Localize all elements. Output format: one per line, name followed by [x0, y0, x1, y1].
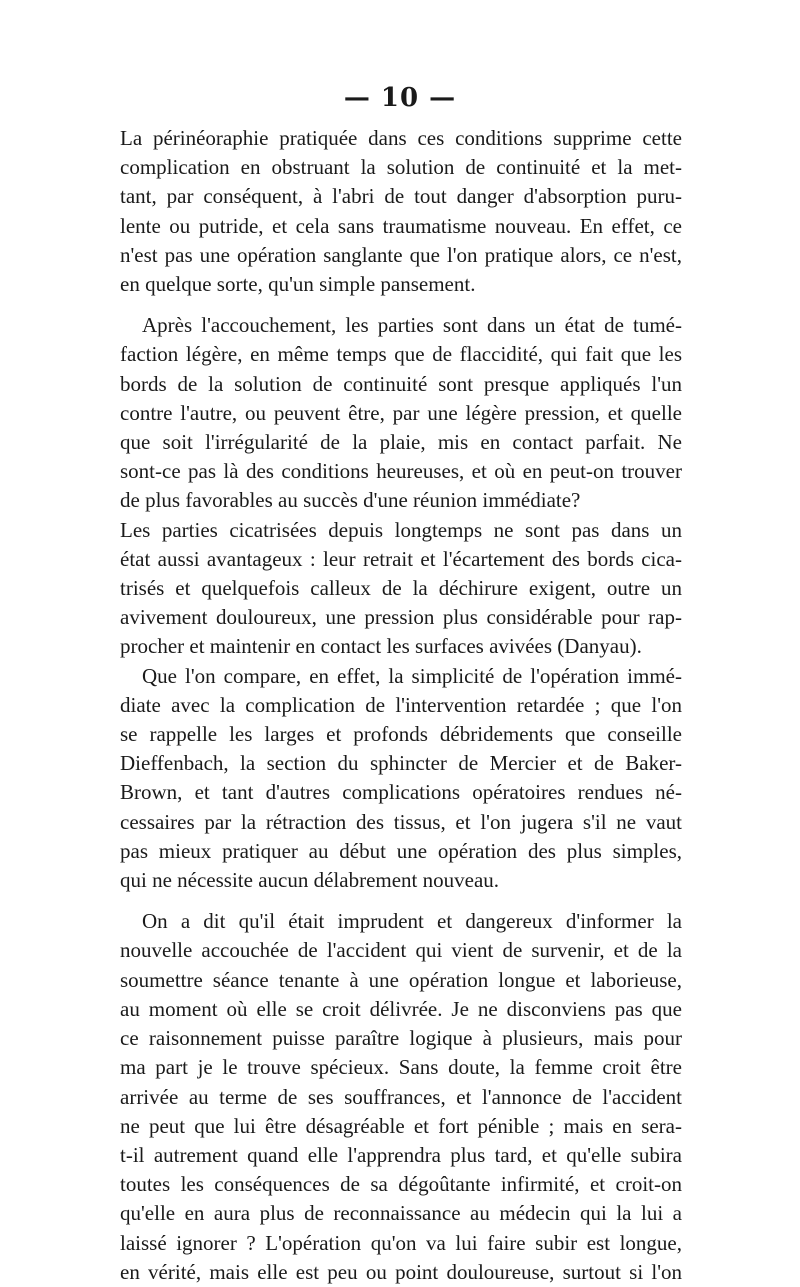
text-line: diate avec la complication de l'intervention retardée ; que l'on	[120, 692, 682, 717]
text-line: de plus favorables au succès d'une réunion immédiate?	[120, 488, 581, 513]
text-line: laissé ignorer ? L'opération qu'on va lui faire subir est longue,	[120, 1230, 682, 1255]
text-line: avivement douloureux, une pression plus considérable pour rap-	[120, 605, 682, 630]
text-line: Que l'on compare, en effet, la simplicité de l'opération immé-	[142, 663, 682, 688]
text-line: au moment où elle se croit délivrée. Je ne disconviens pas que	[120, 996, 682, 1021]
text-line: en vérité, mais elle est peu ou point douloureuse, surtout si l'on	[120, 1259, 682, 1284]
text-line: contre l'autre, ou peuvent être, par une légère pression, et quelle	[120, 400, 682, 425]
text-line: Après l'accouchement, les parties sont dans un état de tumé-	[142, 313, 682, 338]
text-line: ne peut que lui être désagréable et fort pénible ; mais en sera-	[120, 1113, 682, 1138]
paragraph	[120, 124, 682, 299]
text-line: lente ou putride, et cela sans traumatisme nouveau. En effet, ce	[120, 213, 682, 238]
text-line: ma part je le trouve spécieux. Sans doute, la femme croit être	[120, 1055, 682, 1080]
text-line: bords de la solution de continuité sont presque appliqués l'un	[120, 371, 682, 396]
text-line: faction légère, en même temps que de flaccidité, qui fait que les	[120, 342, 682, 367]
text-line: sont-ce pas là des conditions heureuses, et où en peut-on trouver	[120, 459, 682, 484]
text-line: qui ne nécessite aucun délabrement nouveau.	[120, 868, 500, 893]
text-line: Les parties cicatrisées depuis longtemps ne sont pas dans un	[120, 517, 682, 542]
paragraph	[120, 516, 682, 662]
text-line: complication en obstruant la solution de continuité et la met-	[120, 155, 682, 180]
page-number: — 10 —	[343, 83, 457, 113]
text-line: On a dit qu'il était imprudent et dangereux d'informer la	[142, 909, 682, 934]
paragraph	[120, 311, 682, 515]
text-line: arrivée au terme de ses souffrances, et l'annonce de l'accident	[120, 1084, 682, 1109]
text-line: tant, par conséquent, à l'abri de tout danger d'absorption puru-	[120, 184, 682, 209]
text-line: qu'elle en aura plus de reconnaissance au médecin qui la lui a	[120, 1201, 682, 1226]
paragraph-gap	[120, 299, 682, 311]
text-line: procher et maintenir en contact les surfaces avivées (Danyau).	[120, 634, 642, 659]
paragraph-gap	[120, 895, 682, 907]
paragraph	[120, 662, 682, 896]
text-line: n'est pas une opération sanglante que l'on pratique alors, ce n'est,	[120, 242, 682, 267]
text-line: que soit l'irrégularité de la plaie, mis en contact parfait. Ne	[120, 430, 682, 455]
text-line: ce raisonnement puisse paraître logique à plusieurs, mais pour	[120, 1026, 682, 1051]
text-line: cessaires par la rétraction des tissus, et l'on jugera s'il ne vaut	[120, 809, 682, 834]
text-line: état aussi avantageux : leur retrait et l'écartement des bords cica-	[120, 546, 682, 571]
text-line: se rappelle les larges et profonds débridements que conseille	[120, 722, 682, 747]
text-line: soumettre séance tenante à une opération longue et laborieuse,	[120, 967, 682, 992]
text-line: toutes les conséquences de sa dégoûtante infirmité, et croit-on	[120, 1172, 682, 1197]
text-line: nouvelle accouchée de l'accident qui vient de survenir, et de la	[120, 938, 682, 963]
text-line: en quelque sorte, qu'un simple pansement.	[120, 272, 476, 297]
text-line: La périnéoraphie pratiquée dans ces conditions supprime cette	[120, 126, 682, 150]
body-text	[120, 124, 682, 1287]
text-line: t-il autrement quand elle l'apprendra plus tard, et qu'elle subira	[120, 1142, 682, 1167]
text-line: Dieffenbach, la section du sphincter de Mercier et de Baker-	[120, 751, 682, 776]
text-line: Brown, et tant d'autres complications opératoires rendues né-	[120, 780, 682, 805]
text-line: pas mieux pratiquer au début une opération des plus simples,	[120, 838, 682, 863]
paragraph	[120, 907, 682, 1287]
text-line: trisés et quelquefois calleux de la déchirure exigent, outre un	[120, 576, 682, 601]
